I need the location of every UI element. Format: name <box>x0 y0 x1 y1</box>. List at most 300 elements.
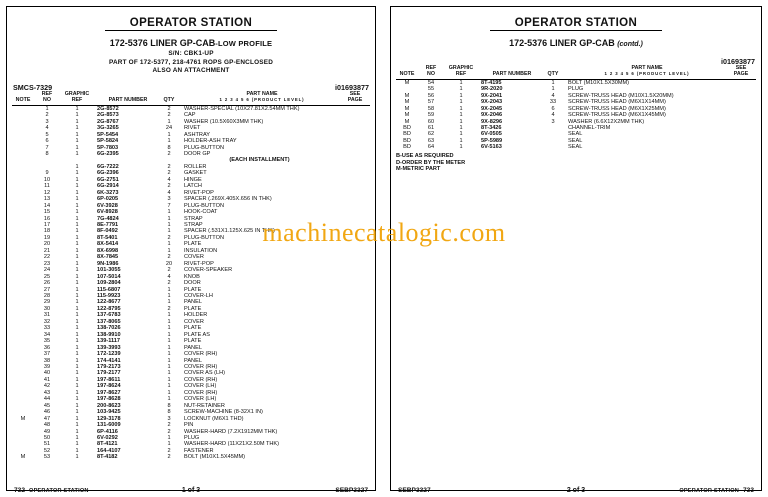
cell-graphic: 1 <box>75 344 79 351</box>
right-footer-form: SEBP3327 <box>398 487 431 494</box>
cell-ref: 10 <box>43 176 51 183</box>
cell-ref: 60 <box>427 118 435 125</box>
cell-part-number: 2G-8573 <box>97 112 119 119</box>
cell-part-name: LATCH <box>184 183 202 190</box>
cell-part-number: 139-1117 <box>97 338 121 345</box>
cell-qty: 1 <box>167 363 171 370</box>
cell-part-number: 131-6009 <box>97 422 121 429</box>
cell-part-number: 6V-8928 <box>97 209 118 216</box>
cell-part-name: ASHTRAY <box>184 131 211 138</box>
cell-qty: 4 <box>551 112 555 119</box>
cell-part-number: 8T-4121 <box>97 441 118 448</box>
cell-ref: 22 <box>43 254 51 261</box>
cell-graphic: 1 <box>75 351 79 358</box>
header-ref-no: REF NO <box>425 65 437 77</box>
header-graphic-ref: GRAPHIC REF <box>64 91 90 103</box>
cell-qty: 1 <box>167 209 171 216</box>
cell-ref: 9 <box>45 170 49 177</box>
cell-part-number: 101-3055 <box>97 267 121 274</box>
cell-graphic: 1 <box>75 260 79 267</box>
cell-qty: 2 <box>167 112 171 119</box>
cell-part-number: 9R-2020 <box>481 86 503 93</box>
cell-qty: 2 <box>167 254 171 261</box>
cell-part-number: 197-8627 <box>97 389 121 396</box>
cell-graphic: 1 <box>75 215 79 222</box>
cell-graphic: 1 <box>459 79 463 86</box>
cell-qty: 1 <box>167 338 171 345</box>
cell-qty: 1 <box>167 292 171 299</box>
cell-graphic: 1 <box>75 105 79 112</box>
cell-part-name: COVER (RH) <box>184 351 218 358</box>
cell-ref: 35 <box>43 338 51 345</box>
cell-ref: 53 <box>43 454 51 461</box>
cell-part-number: 122-8677 <box>97 299 121 306</box>
cell-part-number: 5P-5454 <box>97 131 119 138</box>
cell-part-number: 8T-4182 <box>97 454 118 461</box>
cell-part-number: 115-9923 <box>97 292 121 299</box>
cell-graphic: 1 <box>459 92 463 99</box>
cell-graphic: 1 <box>75 292 79 299</box>
cell-qty: 20 <box>165 260 173 267</box>
smcs-code: SMCS-7329 <box>13 83 53 92</box>
cell-graphic: 1 <box>75 176 79 183</box>
cell-part-number: 6V-5163 <box>481 144 502 151</box>
cell-ref: 28 <box>43 292 51 299</box>
cell-qty: 4 <box>167 176 171 183</box>
cell-part-number: 122-8795 <box>97 305 121 312</box>
cell-qty: 1 <box>167 370 171 377</box>
header-part-name: PART NAME 1 2 3 4 5 6 (PRODUCT LEVEL) <box>604 65 690 76</box>
cell-part-name: COVER (RH) <box>184 376 218 383</box>
cell-ref: 39 <box>43 363 51 370</box>
right-page-number: 733 <box>742 487 754 494</box>
cell-qty: 1 <box>167 247 171 254</box>
cell-graphic: 1 <box>75 131 79 138</box>
right-footer-label: OPERATOR STATION <box>679 488 739 494</box>
cell-part-number: 197-8628 <box>97 396 121 403</box>
cell-qty: 2 <box>167 447 171 454</box>
cell-note: BD <box>403 131 411 138</box>
left-table-body <box>12 106 370 461</box>
cell-graphic: 1 <box>75 402 79 409</box>
cell-qty: 1 <box>167 441 171 448</box>
cell-part-number: 174-4141 <box>97 357 121 364</box>
cell-part-number: 9X-8296 <box>481 118 503 125</box>
right-assembly-number: 172-5376 <box>509 38 548 48</box>
cell-qty: 1 <box>167 357 171 364</box>
cell-qty: 1 <box>551 86 555 93</box>
right-page-title: OPERATOR STATION <box>514 17 638 29</box>
cell-qty: 2 <box>167 422 171 429</box>
right-assembly-heading <box>396 38 756 48</box>
cell-part-number: 139-3993 <box>97 344 121 351</box>
cell-part-name: WASHER-HARD (11X21X2.50M THK) <box>184 441 280 448</box>
cell-part-name: LOCKNUT (M6X1 THD) <box>184 415 244 422</box>
cell-ref: 25 <box>43 273 51 280</box>
cell-ref: 4 <box>45 125 49 132</box>
cell-graphic: 1 <box>75 254 79 261</box>
cell-ref: 21 <box>43 247 51 254</box>
cell-graphic: 1 <box>75 202 79 209</box>
cell-ref: 46 <box>43 409 51 416</box>
cell-graphic: 1 <box>75 454 79 461</box>
cell-graphic: 1 <box>459 131 463 138</box>
cell-ref: 58 <box>427 105 435 112</box>
cell-part-name: (EACH INSTALLMENT) <box>229 157 290 164</box>
cell-ref: 8 <box>45 151 49 158</box>
cell-part-name: PLUG-BUTTON <box>184 144 224 151</box>
cell-part-number: 137-8065 <box>97 318 121 325</box>
cell-qty: 4 <box>167 273 171 280</box>
cell-graphic: 1 <box>75 409 79 416</box>
left-footer-label: OPERATOR STATION <box>29 488 89 494</box>
cell-qty: 2 <box>167 428 171 435</box>
cell-ref: 44 <box>43 396 51 403</box>
cell-qty: 1 <box>167 118 171 125</box>
cell-qty: 33 <box>549 99 557 106</box>
right-assembly-name: LINER GP-CAB <box>549 38 615 48</box>
cell-graphic: 1 <box>459 137 463 144</box>
cell-qty: 3 <box>167 196 171 203</box>
cell-graphic: 1 <box>75 138 79 145</box>
cell-part-name: SCREW-TRUSS HEAD (M10X1.5X20MM) <box>568 92 674 99</box>
cell-part-number: 138-9910 <box>97 331 121 338</box>
cell-part-name: SPACER (.531X1.125X.625 IN THK) <box>184 228 275 235</box>
cell-ref: 17 <box>43 222 51 228</box>
cell-qty: 1 <box>167 131 171 138</box>
cell-part-number: 6V-3928 <box>97 202 118 209</box>
cell-part-number: 6P-0205 <box>97 196 119 203</box>
cell-ref: 50 <box>43 434 51 441</box>
left-page <box>6 6 376 494</box>
cell-part-number: 9X-2043 <box>481 99 503 106</box>
cell-graphic: 1 <box>75 273 79 280</box>
cell-qty: 1 <box>167 389 171 396</box>
cell-ref: 29 <box>43 299 51 306</box>
cell-part-name: PLATE AS <box>184 331 211 338</box>
cell-qty: 2 <box>167 105 171 112</box>
header-note: NOTE <box>15 96 31 103</box>
cell-qty: 24 <box>165 125 173 132</box>
cell-qty: 8 <box>167 402 171 409</box>
cell-graphic: 1 <box>75 389 79 396</box>
cell-ref: 1 <box>45 105 49 112</box>
cell-ref: 61 <box>427 125 435 132</box>
cell-note: M <box>404 79 410 86</box>
cell-qty: 2 <box>167 280 171 287</box>
cell-graphic: 1 <box>459 144 463 151</box>
cell-qty: 4 <box>551 92 555 99</box>
cell-ref: 40 <box>43 370 51 377</box>
cell-graphic: 1 <box>75 357 79 364</box>
cell-qty: 2 <box>167 305 171 312</box>
cell-part-number: 6V-0505 <box>481 131 502 138</box>
cell-ref: 55 <box>427 86 435 93</box>
left-page-title: OPERATOR STATION <box>129 17 253 29</box>
cell-note: BD <box>403 144 411 151</box>
assembly-suffix: -LOW PROFILE <box>215 39 273 48</box>
cell-part-number: 2G-8767 <box>97 118 119 125</box>
cell-ref: 57 <box>427 99 435 106</box>
cell-qty: 1 <box>167 396 171 403</box>
cell-qty: 1 <box>167 241 171 248</box>
cell-graphic: 1 <box>459 99 463 106</box>
left-footer-center: 1 of 3 <box>181 487 201 494</box>
header-ref-no: REF NO <box>41 91 53 103</box>
right-footer-page <box>679 487 754 494</box>
cell-ref: 47 <box>43 415 51 422</box>
cell-part-number: 107-5014 <box>97 273 121 280</box>
cell-part-name: RIVET-POP <box>184 260 214 267</box>
header-qty: QTY <box>163 96 175 103</box>
cell-qty: 1 <box>167 215 171 222</box>
cell-ref: 12 <box>43 189 51 196</box>
cell-part-name: CHANNEL-TRIM <box>568 125 611 132</box>
cell-note: M <box>20 454 26 461</box>
cell-part-name: SEAL <box>568 144 583 151</box>
cell-ref: 30 <box>43 305 51 312</box>
cell-graphic: 1 <box>75 228 79 235</box>
cell-part-name: HOLDER <box>184 312 208 319</box>
cell-graphic: 1 <box>75 125 79 132</box>
cell-graphic: 1 <box>459 125 463 132</box>
cell-part-name: STRAP <box>184 215 203 222</box>
left-assembly-heading <box>12 38 370 48</box>
cell-qty: 2 <box>167 267 171 274</box>
cell-ref: 48 <box>43 422 51 429</box>
cell-qty: 6 <box>551 105 555 112</box>
cell-see-page <box>726 144 756 150</box>
cell-part-name: COVER <box>184 318 204 325</box>
cell-graphic: 1 <box>75 396 79 403</box>
cell-graphic: 1 <box>459 105 463 112</box>
cell-part-name: NUT-RETAINER <box>184 402 225 409</box>
cell-ref: 42 <box>43 383 51 390</box>
footnotes-block <box>396 153 756 173</box>
right-title-underline <box>490 30 663 31</box>
cell-graphic: 1 <box>75 118 79 125</box>
cell-part-number: 197-8611 <box>97 376 121 383</box>
cell-note: BD <box>403 137 411 144</box>
cell-part-name: STRAP <box>184 222 203 228</box>
cell-part-name: PANEL <box>184 299 202 306</box>
cell-part-name: SEAL <box>568 137 583 144</box>
cell-part-number: 9X-2045 <box>481 105 503 112</box>
cell-part-number: 103-9425 <box>97 409 121 416</box>
cell-note: M <box>404 92 410 99</box>
right-table-body <box>396 80 756 151</box>
title-underline <box>105 30 277 31</box>
cell-part-name: PANEL <box>184 344 202 351</box>
cell-qty: 1 <box>167 331 171 338</box>
cell-part-name: PLATE <box>184 338 202 345</box>
cell-part-name: WASHER-HARD (7.2X1912MM THK) <box>184 428 278 435</box>
cell-part-name: SCREW-MACHINE (8-32X1 IN) <box>184 409 263 416</box>
cell-part-name: FASTENER <box>184 447 214 454</box>
cell-ref: 34 <box>43 331 51 338</box>
header-qty: QTY <box>547 70 559 77</box>
cell-ref: 27 <box>43 286 51 293</box>
cell-part-number: 8X-5414 <box>97 241 119 248</box>
table-row <box>12 454 370 460</box>
cell-qty: 2 <box>167 151 171 158</box>
cell-graphic: 1 <box>75 428 79 435</box>
cell-qty: 3 <box>551 118 555 125</box>
cell-part-name: PLUG-BUTTON <box>184 202 224 209</box>
cell-qty: 1 <box>167 325 171 332</box>
cell-part-number: 2G-8572 <box>97 105 119 112</box>
also-attachment-line: ALSO AN ATTACHMENT <box>152 67 230 74</box>
cell-part-name: PLUG <box>184 434 200 441</box>
cell-ref: 19 <box>43 234 51 241</box>
cell-ref: 36 <box>43 344 51 351</box>
cell-part-number: 172-1239 <box>97 351 121 358</box>
header-graphic-ref: GRAPHIC REF <box>448 65 474 77</box>
header-part-number: PART NUMBER <box>492 70 532 77</box>
cell-graphic: 1 <box>75 338 79 345</box>
cell-part-name: GASKET <box>184 170 207 177</box>
cell-part-number: 164-4107 <box>97 447 121 454</box>
cell-part-name: PLATE <box>184 305 202 312</box>
assembly-number: 172-5376 <box>109 38 148 48</box>
footnote-line: M-METRIC PART <box>396 166 441 173</box>
cell-graphic: 1 <box>75 312 79 319</box>
cell-qty: 1 <box>167 383 171 390</box>
cell-graphic: 1 <box>459 118 463 125</box>
cell-ref: 7 <box>45 144 49 151</box>
cell-ref: 56 <box>427 92 435 99</box>
cell-part-name: DOOR GP <box>184 151 211 158</box>
cell-graphic: 1 <box>75 383 79 390</box>
continued-marker: (contd.) <box>617 41 643 48</box>
cell-qty: 7 <box>167 202 171 209</box>
cell-ref: 43 <box>43 389 51 396</box>
cell-part-name: BOLT (M10X1.5X45MM) <box>184 454 246 461</box>
cell-part-name: CAP <box>184 112 196 119</box>
cell-part-name: COVER-LH <box>184 292 213 299</box>
cell-ref: 20 <box>43 241 51 248</box>
cell-graphic: 1 <box>75 434 79 441</box>
cell-part-number: 8X-6998 <box>97 247 119 254</box>
cell-part-name: PLATE <box>184 325 202 332</box>
cell-graphic: 1 <box>75 331 79 338</box>
cell-part-number: 6G-2914 <box>97 183 119 190</box>
footnote-line: B-USE AS REQUIRED <box>396 152 454 159</box>
cell-qty: 2 <box>167 163 171 170</box>
cell-ref: 11 <box>44 183 50 190</box>
cell-graphic: 1 <box>459 112 463 119</box>
cell-qty: 2 <box>167 183 171 190</box>
cell-graphic: 1 <box>75 299 79 306</box>
header-product-levels: 1 2 3 4 5 6 (PRODUCT LEVEL) <box>604 70 690 76</box>
cell-part-name: COVER (LH) <box>184 396 217 403</box>
cell-graphic: 1 <box>75 286 79 293</box>
cell-note: M <box>404 105 410 112</box>
cell-graphic: 1 <box>75 209 79 216</box>
cell-part-number: 138-7026 <box>97 325 121 332</box>
cell-part-number: 8T-3426 <box>481 125 502 132</box>
cell-part-name: PLUG <box>568 86 584 93</box>
cell-ref: 16 <box>43 215 51 222</box>
cell-part-number: 6K-3273 <box>97 189 119 196</box>
cell-part-name: DOOR <box>184 280 201 287</box>
cell-part-number: 3G-3265 <box>97 125 119 132</box>
cell-part-name: INSULATION <box>184 247 218 254</box>
cell-part-number: 137-6783 <box>97 312 121 319</box>
cell-graphic: 1 <box>75 422 79 429</box>
cell-note: M <box>404 118 410 125</box>
cell-qty: 1 <box>167 228 171 235</box>
cell-graphic: 1 <box>75 144 79 151</box>
cell-part-name: HOOK-COAT <box>184 209 218 216</box>
right-page-footer <box>396 482 756 494</box>
cell-graphic: 1 <box>75 170 79 177</box>
cell-note: M <box>404 112 410 119</box>
header-note: NOTE <box>399 70 415 77</box>
cell-part-number: 129-3178 <box>97 415 121 422</box>
cell-qty: 2 <box>167 454 171 461</box>
cell-ref: 14 <box>43 202 51 209</box>
cell-graphic: 1 <box>75 112 79 119</box>
header-see-page: SEE PAGE <box>733 65 749 77</box>
cell-part-name: PLATE <box>184 241 202 248</box>
cell-graphic: 1 <box>75 196 79 203</box>
cell-ref: 62 <box>427 131 435 138</box>
cell-graphic: 1 <box>75 163 79 170</box>
cell-graphic: 1 <box>75 415 79 422</box>
cell-ref: 6 <box>45 138 49 145</box>
cell-graphic: 1 <box>75 363 79 370</box>
cell-part-number: 8E-7791 <box>97 222 119 228</box>
cell-ref: 64 <box>427 144 435 151</box>
cell-part-name: BOLT (M10X1.5X30MM) <box>568 79 630 86</box>
right-table-header-row <box>396 66 756 79</box>
cell-part-number: 5P-5989 <box>481 137 503 144</box>
cell-part-name: COVER-SPEAKER <box>184 267 233 274</box>
cell-part-number: 5P-7803 <box>97 144 119 151</box>
cell-part-number: 6V-0292 <box>97 434 118 441</box>
table-row <box>396 144 756 150</box>
cell-qty: 1 <box>167 286 171 293</box>
header-part-name: PART NAME 1 2 3 4 5 6 (PRODUCT LEVEL) <box>219 91 305 102</box>
cell-qty: 2 <box>167 170 171 177</box>
cell-ref: 13 <box>43 196 51 203</box>
cell-ref: 32 <box>43 318 51 325</box>
cell-part-name: PIN <box>184 422 194 429</box>
cell-part-number: 109-2804 <box>97 280 121 287</box>
cell-part-name: PANEL <box>184 357 202 364</box>
header-part-number: PART NUMBER <box>108 96 148 103</box>
cell-graphic: 1 <box>75 189 79 196</box>
cell-part-name: COVER (RH) <box>184 389 218 396</box>
cell-ref: 41 <box>43 376 51 383</box>
cell-ref: 23 <box>43 260 51 267</box>
cell-ref: 26 <box>43 280 51 287</box>
cell-graphic: 1 <box>75 280 79 287</box>
right-page <box>390 6 762 494</box>
cell-part-name: COVER (RH) <box>184 363 218 370</box>
cell-part-number: 197-8624 <box>97 383 121 390</box>
right-footer-center: 2 of 3 <box>566 487 586 494</box>
cell-qty: 8 <box>167 144 171 151</box>
cell-note: BD <box>403 125 411 132</box>
cell-graphic: 1 <box>75 247 79 254</box>
cell-ref: 18 <box>43 228 51 235</box>
cell-graphic: 1 <box>75 376 79 383</box>
left-parts-table <box>12 92 370 461</box>
cell-part-name: ROLLER <box>184 163 207 170</box>
cell-qty: 1 <box>167 138 171 145</box>
